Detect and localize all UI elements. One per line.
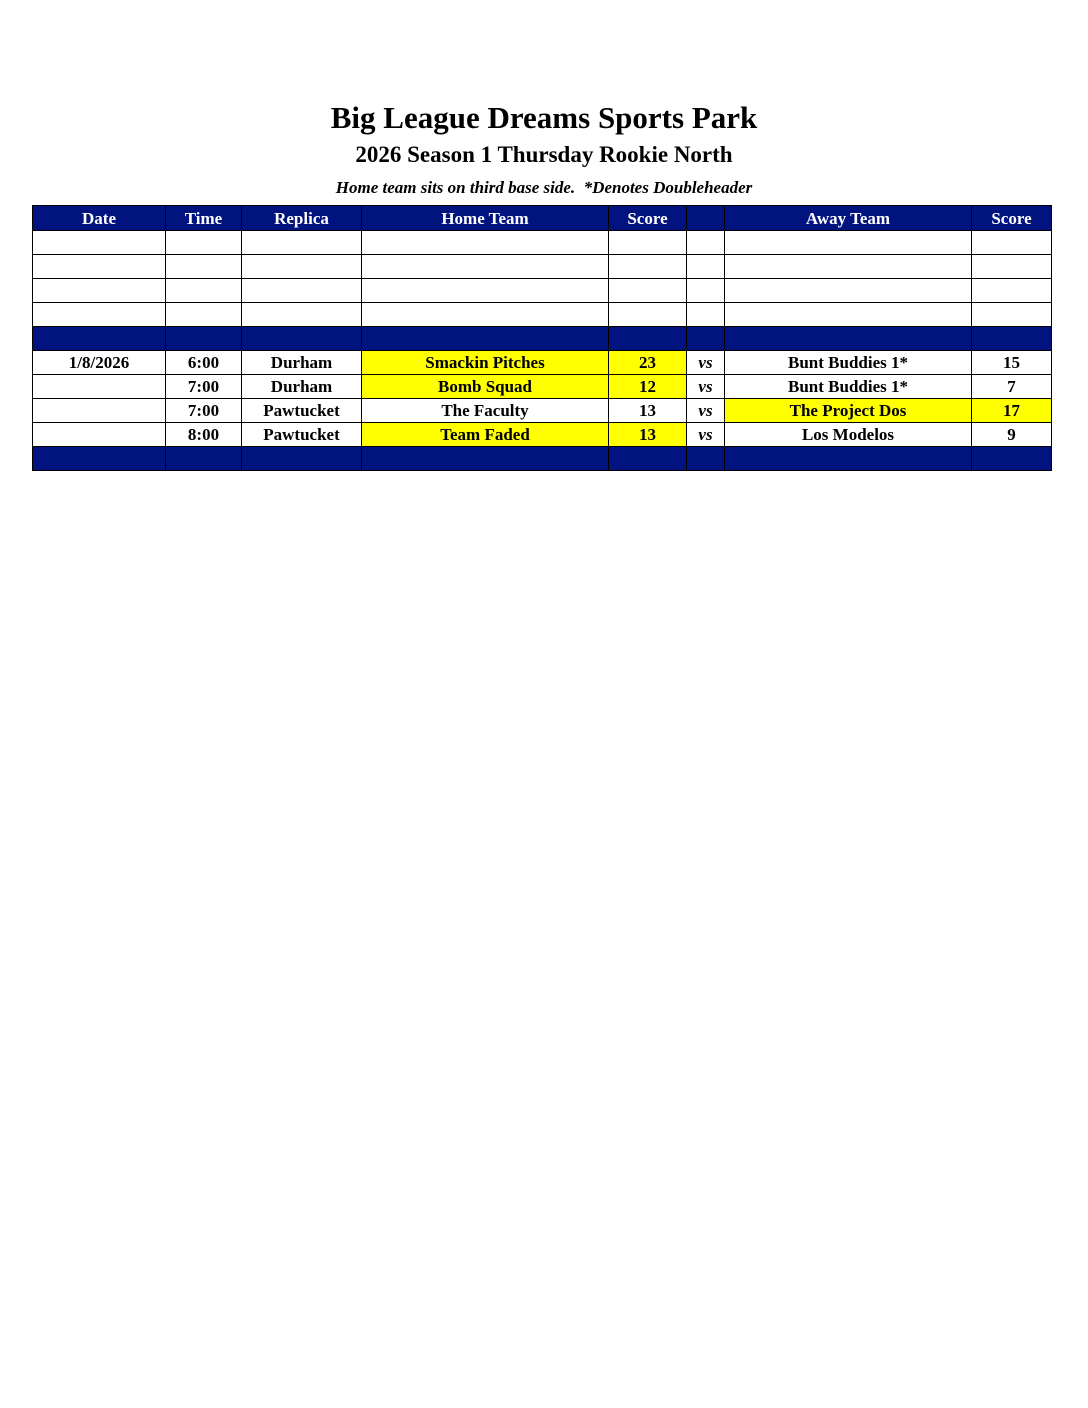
away-team: The Project Dos	[725, 399, 972, 423]
vs-label: vs	[687, 375, 725, 399]
page-title: Big League Dreams Sports Park	[330, 100, 758, 135]
home-team: Team Faded	[362, 423, 609, 447]
game-date	[33, 375, 166, 399]
game-time: 6:00	[166, 351, 242, 375]
game-replica: Durham	[242, 351, 362, 375]
empty-row	[33, 303, 1052, 327]
game-date: 1/8/2026	[33, 351, 166, 375]
game-replica: Durham	[242, 375, 362, 399]
game-replica: Pawtucket	[242, 423, 362, 447]
home-team: Bomb Squad	[362, 375, 609, 399]
column-header-away-score: Score	[972, 206, 1052, 231]
game-row	[33, 351, 1052, 375]
home-team: The Faculty	[362, 399, 609, 423]
vs-label: vs	[687, 399, 725, 423]
empty-row	[33, 279, 1052, 303]
separator-band	[33, 447, 1052, 471]
game-time: 7:00	[166, 399, 242, 423]
page-note: Home team sits on third base side. *Denotes Doubleheader	[335, 178, 753, 197]
home-score: 23	[609, 351, 687, 375]
game-row	[33, 399, 1052, 423]
column-header-date: Date	[33, 206, 166, 231]
game-row	[33, 375, 1052, 399]
column-header-vs	[687, 206, 725, 231]
column-header-replica: Replica	[242, 206, 362, 231]
away-score: 7	[972, 375, 1052, 399]
away-team: Bunt Buddies 1*	[725, 351, 972, 375]
game-date	[33, 423, 166, 447]
schedule-table	[32, 205, 1052, 471]
away-team: Bunt Buddies 1*	[725, 375, 972, 399]
column-header-home-team: Home Team	[362, 206, 609, 231]
game-replica: Pawtucket	[242, 399, 362, 423]
table-header-row	[33, 206, 1052, 231]
empty-row	[33, 231, 1052, 255]
vs-label: vs	[687, 423, 725, 447]
separator-band	[33, 327, 1052, 351]
home-team: Smackin Pitches	[362, 351, 609, 375]
column-header-time: Time	[166, 206, 242, 231]
column-header-home-score: Score	[609, 206, 687, 231]
away-score: 17	[972, 399, 1052, 423]
game-row	[33, 423, 1052, 447]
vs-label: vs	[687, 351, 725, 375]
home-score: 12	[609, 375, 687, 399]
home-score: 13	[609, 399, 687, 423]
away-score: 15	[972, 351, 1052, 375]
game-date	[33, 399, 166, 423]
away-team: Los Modelos	[725, 423, 972, 447]
empty-row	[33, 255, 1052, 279]
page-subtitle: 2026 Season 1 Thursday Rookie North	[355, 142, 733, 167]
column-header-away-team: Away Team	[725, 206, 972, 231]
away-score: 9	[972, 423, 1052, 447]
game-time: 7:00	[166, 375, 242, 399]
game-time: 8:00	[166, 423, 242, 447]
home-score: 13	[609, 423, 687, 447]
